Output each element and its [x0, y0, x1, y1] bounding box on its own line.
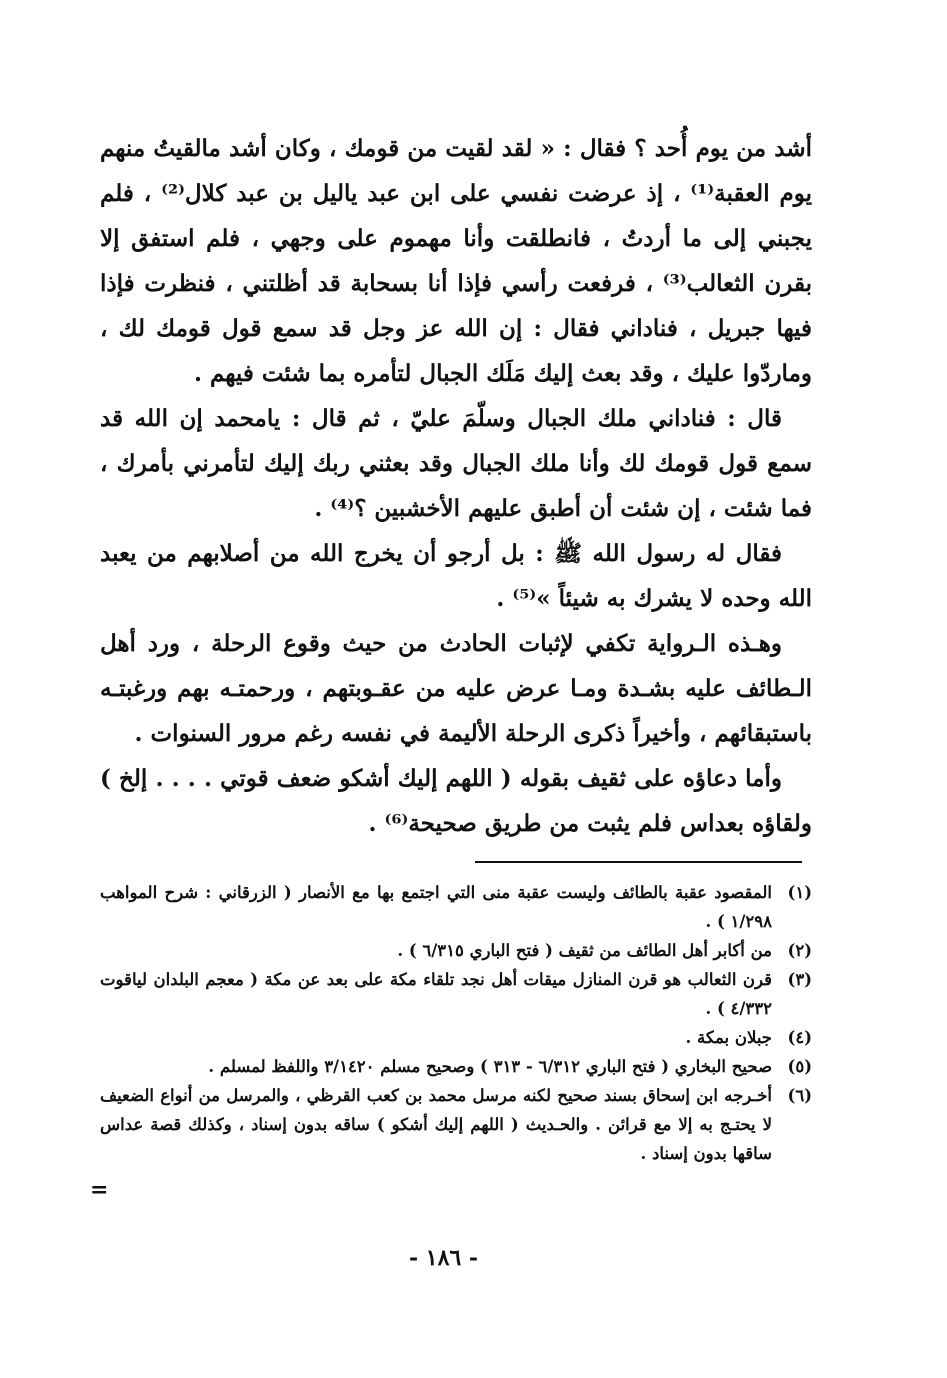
footnote-4 — [100, 1023, 812, 1052]
footnote-6 — [100, 1081, 812, 1168]
footnote-number: (٥) — [787, 1057, 812, 1076]
footnote-text: قرن الثعالب هو قرن المنازل ميقات أهل نجد تلقاء مكة على بعد عن مكة ( معجم البلدان لياقوت ٤/٣٣٢ ) . — [100, 970, 772, 1018]
footnote-3 — [100, 965, 812, 1023]
footnote-number: (٢) — [787, 941, 812, 960]
paragraph-4: وهـذه الـرواية تكفي لإثبات الحادث من حيث وقوع الرحلة ، ورد أهل الـطائف عليه بشـدة ومـا عرض عليه من عقـوبتهم ، ورحمتـه بهم ورغبتـه باستبقائهم ، وأخيراً ذكرى الرحلة الأليمة في نفسه رغم مرور السنوات . — [100, 630, 812, 747]
continuation-mark: = — [90, 1177, 109, 1203]
footnote-number: (٦) — [787, 1086, 812, 1105]
footnote-1 — [100, 878, 812, 936]
paragraph-1: أشد من يوم أُحد ؟ فقال : « لقد لقيت من قومك ، وكان أشد مالقيتُ منهم يوم العقبة⁽¹⁾ ، إذ عرضت نفسي على ابن عبد ياليل بن عبد كلال⁽²⁾ ، فلم يجبني إلى ما أردتُ ، فانطلقت وأنا مهموم على وجهي ، فلم استفق إلا بقرن الثعالب⁽³⁾ ، فرفعت رأسي فإذا أنا بسحابة قد أظلتني ، فنظرت فإذا فيها جبريل ، فناداني فقال : إن الله عز وجل قد سمع قول قومك لك ، وماردّوا عليك ، وقد بعث إليك مَلَك الجبال لتأمره بما شئت فيهم . — [100, 135, 812, 387]
main-text — [100, 126, 812, 846]
footnote-text: أخـرجه ابن إسحاق بسند صحيح لكنه مرسل محمد بن كعب القرظي ، والمرسل من أنواع الضعيف لا يحتـج به إلا مع قرائن . والحـديث ( اللهم إليك أشكو ) ساقه بدون إسناد ، وكذلك قصة عداس ساقها بدون إسناد . — [100, 1086, 772, 1163]
paragraph-2: قال : فناداني ملك الجبال وسلّمَ عليّ ، ثم قال : يامحمد إن الله قد سمع قول قومك لك وأنا ملك الجبال وقد بعثني ربك إليك لتأمرني بأمرك ، فما شئت ، إن شئت أن أطبق عليهم الأخشبين ؟⁽⁴⁾ . — [100, 405, 812, 522]
footnote-divider — [475, 861, 802, 863]
paragraph-3: فقال له رسول الله ﷺ : بل أرجو أن يخرج الله من أصلابهم من يعبد الله وحده لا يشرك به شيئاً »⁽⁵⁾ . — [100, 540, 812, 612]
footnote-text: من أكابر أهل الطائف من ثقيف ( فتح الباري ٦/٣١٥ ) . — [397, 941, 772, 960]
footnote-text: المقصود عقبة بالطائف وليست عقبة منى التي اجتمع بها مع الأنصار ( الزرقاني : شرح المواهب ١/٢٩٨ ) . — [100, 883, 772, 931]
footnote-2 — [100, 936, 812, 965]
footnote-number: (٣) — [787, 970, 812, 989]
paragraph-5: وأما دعاؤه على ثقيف بقوله ( اللهم إليك أشكو ضعف قوتي . . . . إلخ ) ولقاؤه بعداس فلم يثبت من طريق صحيحة⁽⁶⁾ . — [100, 765, 812, 837]
footnote-text: جبلان بمكة . — [685, 1028, 772, 1047]
footnote-5 — [100, 1052, 812, 1081]
footnote-number: (١) — [787, 883, 812, 902]
footnote-number: (٤) — [787, 1028, 812, 1047]
footnotes — [100, 878, 812, 1168]
page-number: - ١٨٦ - — [408, 1245, 479, 1271]
footnote-text: صحيح البخاري ( فتح الباري ٦/٣١٢ - ٣١٣ ) وصحيح مسلم ٣/١٤٢٠ واللفظ لمسلم . — [208, 1057, 772, 1076]
